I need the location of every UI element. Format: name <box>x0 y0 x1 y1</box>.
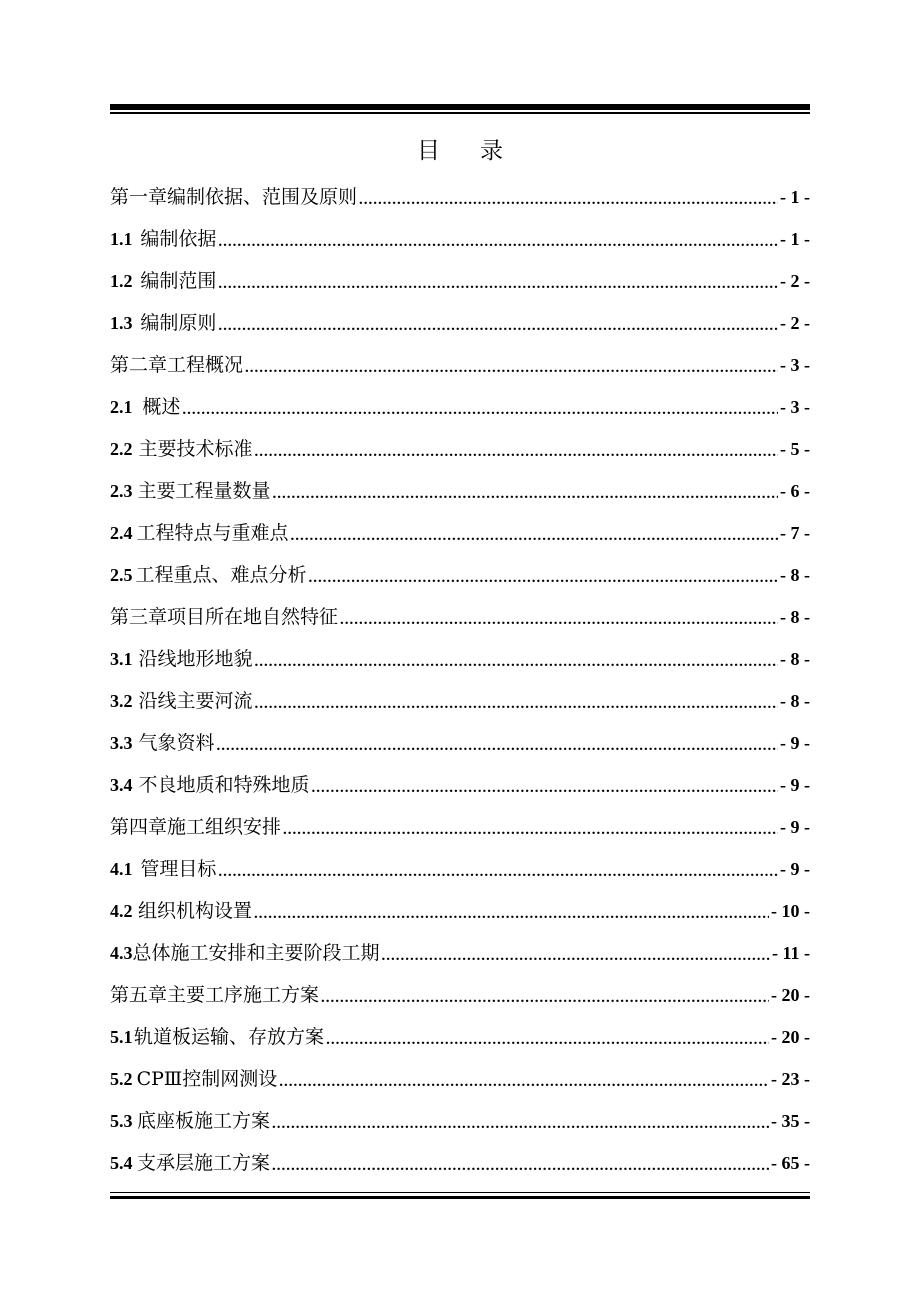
toc-entry[interactable] <box>110 428 810 470</box>
toc-section-number: 5.4 <box>110 1153 133 1173</box>
toc-section-number: 2.5 <box>110 565 133 585</box>
toc-page-number: - 5 - <box>780 439 810 459</box>
toc-section-number: 1.2 <box>110 271 133 291</box>
toc-entry[interactable] <box>110 218 810 260</box>
toc-entry-label: 工程概况 <box>167 353 244 376</box>
toc-title-right: 录 <box>480 138 503 164</box>
toc-section-number: 4.2 <box>110 901 133 921</box>
toc-entry[interactable] <box>110 764 810 806</box>
toc-page-number: - 20 - <box>771 1027 810 1047</box>
toc-page-number: - 6 - <box>780 481 810 501</box>
toc-chapter-number: 第一章 <box>110 185 168 208</box>
toc-section-number: 3.3 <box>110 733 133 753</box>
toc-entry[interactable] <box>110 806 810 848</box>
toc-page-number: - 9 - <box>780 775 810 795</box>
toc-page-number: - 1 - <box>780 229 810 249</box>
toc-dot-leader <box>382 949 770 964</box>
toc-chapter-number: 第五章 <box>110 983 168 1006</box>
toc-dot-leader <box>182 403 778 418</box>
toc-entry[interactable] <box>110 596 810 638</box>
toc-entry[interactable] <box>110 932 810 974</box>
toc-chapter-number: 第三章 <box>110 605 168 628</box>
toc-page-number: - 65 - <box>771 1153 810 1173</box>
toc-entry-label: 施工组织安排 <box>167 815 282 838</box>
header-rule-thin <box>110 112 810 114</box>
toc-page-number: - 9 - <box>780 733 810 753</box>
toc-entry[interactable] <box>110 176 810 218</box>
toc-section-number: 5.1 <box>110 1027 133 1047</box>
toc-title <box>110 132 810 165</box>
toc-section-number: 3.2 <box>110 691 133 711</box>
toc-dot-leader <box>218 865 778 880</box>
toc-entry-label: 主要工序施工方案 <box>167 983 320 1006</box>
toc-entry-label: 项目所在地自然特征 <box>167 605 339 628</box>
toc-entry-label: 编制依据 <box>140 227 217 250</box>
toc-dot-leader <box>272 487 778 502</box>
toc-dot-leader <box>218 235 778 250</box>
toc-page-number: - 3 - <box>780 397 810 417</box>
toc-chapter-number: 第四章 <box>110 815 168 838</box>
toc-dot-leader <box>279 1075 769 1090</box>
toc-page-number: - 8 - <box>780 607 810 627</box>
toc-entry[interactable] <box>110 386 810 428</box>
table-of-contents <box>110 176 810 1184</box>
toc-section-number: 2.3 <box>110 481 133 501</box>
toc-dot-leader <box>312 781 778 796</box>
footer-rule-thin <box>110 1192 810 1193</box>
toc-entry[interactable] <box>110 344 810 386</box>
toc-dot-leader <box>254 907 769 922</box>
toc-entry-label: 沿线主要河流 <box>138 689 253 712</box>
toc-entry[interactable] <box>110 260 810 302</box>
toc-dot-leader <box>218 277 778 292</box>
footer-rule-thick <box>110 1196 810 1199</box>
toc-entry[interactable] <box>110 554 810 596</box>
toc-dot-leader <box>321 991 769 1006</box>
toc-title-left: 目 <box>417 138 440 164</box>
toc-entry[interactable] <box>110 974 810 1016</box>
toc-page-number: - 35 - <box>771 1111 810 1131</box>
toc-entry-label: 总体施工安排和主要阶段工期 <box>132 941 380 964</box>
toc-entry-label: 主要技术标准 <box>138 437 253 460</box>
toc-entry-label: 编制依据、范围及原则 <box>167 185 358 208</box>
toc-entry-label: 沿线地形地貌 <box>138 647 253 670</box>
toc-entry[interactable] <box>110 1100 810 1142</box>
toc-page-number: - 1 - <box>780 187 810 207</box>
toc-entry-label: 概述 <box>142 395 181 418</box>
toc-entry-label: 管理目标 <box>140 857 217 880</box>
toc-dot-leader <box>272 1117 769 1132</box>
toc-entry[interactable] <box>110 1058 810 1100</box>
toc-page-number: - 8 - <box>780 691 810 711</box>
toc-section-number: 2.1 <box>110 397 133 417</box>
toc-page-number: - 20 - <box>771 985 810 1005</box>
toc-page-number: - 7 - <box>780 523 810 543</box>
toc-dot-leader <box>272 1159 769 1174</box>
toc-page-number: - 10 - <box>771 901 810 921</box>
toc-dot-leader <box>217 739 778 754</box>
toc-entry[interactable] <box>110 848 810 890</box>
toc-section-number: 2.2 <box>110 439 133 459</box>
toc-dot-leader <box>359 193 778 208</box>
toc-dot-leader <box>218 319 778 334</box>
toc-section-number: 3.1 <box>110 649 133 669</box>
toc-entry[interactable] <box>110 890 810 932</box>
toc-entry-label: 工程重点、难点分析 <box>135 563 307 586</box>
toc-chapter-number: 第二章 <box>110 353 168 376</box>
toc-dot-leader <box>254 445 778 460</box>
toc-entry-label: CPⅢ控制网测设 <box>136 1067 278 1090</box>
toc-page-number: - 11 - <box>772 943 810 963</box>
toc-page-number: - 9 - <box>780 859 810 879</box>
toc-section-number: 4.3 <box>110 943 133 963</box>
toc-page-number: - 9 - <box>780 817 810 837</box>
toc-section-number: 4.1 <box>110 859 133 879</box>
toc-dot-leader <box>255 655 778 670</box>
toc-entry-label: 气象资料 <box>138 731 215 754</box>
toc-entry[interactable] <box>110 302 810 344</box>
toc-dot-leader <box>309 571 778 586</box>
toc-page-number: - 8 - <box>780 649 810 669</box>
toc-section-number: 1.3 <box>110 313 133 333</box>
toc-section-number: 2.4 <box>110 523 133 543</box>
toc-dot-leader <box>255 697 778 712</box>
toc-entry[interactable] <box>110 1142 810 1184</box>
toc-entry-label: 支承层施工方案 <box>136 1151 270 1174</box>
toc-page-number: - 2 - <box>780 313 810 333</box>
toc-entry[interactable] <box>110 680 810 722</box>
toc-entry-label: 主要工程量数量 <box>137 479 271 502</box>
toc-dot-leader <box>283 823 778 838</box>
toc-dot-leader <box>340 613 778 628</box>
toc-entry-label: 编制范围 <box>140 269 217 292</box>
toc-section-number: 3.4 <box>110 775 133 795</box>
toc-entry-label: 工程特点与重难点 <box>136 521 289 544</box>
toc-entry[interactable] <box>110 638 810 680</box>
toc-page-number: - 3 - <box>780 355 810 375</box>
toc-entry-label: 组织机构设置 <box>137 899 252 922</box>
toc-section-number: 5.3 <box>110 1111 133 1131</box>
toc-section-number: 1.1 <box>110 229 133 249</box>
toc-section-number: 5.2 <box>110 1069 133 1089</box>
toc-entry[interactable] <box>110 1016 810 1058</box>
header-rule-thick <box>110 104 810 110</box>
toc-dot-leader <box>326 1033 769 1048</box>
toc-page-number: - 23 - <box>771 1069 810 1089</box>
toc-entry-label: 轨道板运输、存放方案 <box>134 1025 325 1048</box>
toc-entry[interactable] <box>110 722 810 764</box>
toc-entry-label: 底座板施工方案 <box>136 1109 270 1132</box>
toc-page-number: - 2 - <box>780 271 810 291</box>
toc-entry[interactable] <box>110 512 810 554</box>
toc-page-number: - 8 - <box>780 565 810 585</box>
toc-dot-leader <box>290 529 778 544</box>
toc-entry[interactable] <box>110 470 810 512</box>
toc-entry-label: 编制原则 <box>140 311 217 334</box>
toc-entry-label: 不良地质和特殊地质 <box>138 773 310 796</box>
toc-dot-leader <box>245 361 778 376</box>
